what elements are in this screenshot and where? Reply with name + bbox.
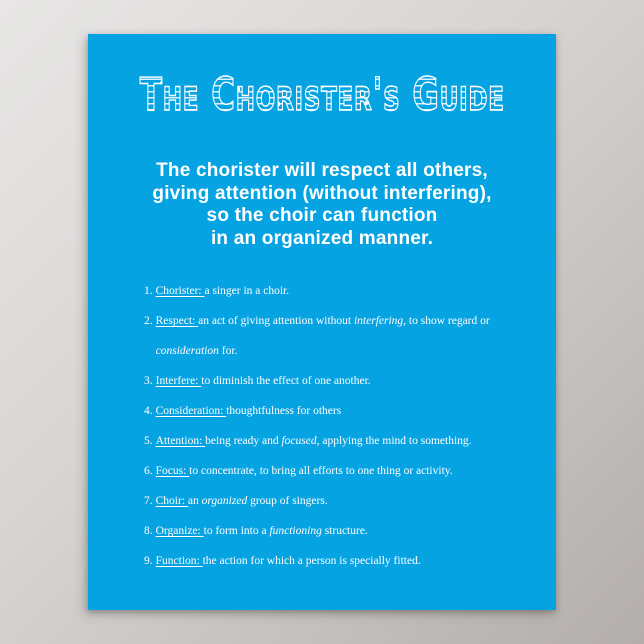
definition-body (156, 396, 342, 426)
definition-number: 8. (144, 525, 153, 537)
definition-term: Function: (155, 555, 200, 567)
definitions-list (144, 276, 548, 576)
definition-term: Attention: (155, 435, 203, 447)
intro-line: The chorister will respect all others, (156, 160, 488, 181)
intro-line: giving attention (without interfering), (152, 182, 492, 204)
definition-term: Chorister: (155, 285, 202, 297)
definition-item (144, 516, 548, 546)
definition-text: structure. (321, 525, 368, 537)
definition-term: Respect: (155, 315, 196, 327)
definition-text: thoughtfulness for others (226, 405, 342, 417)
definition-term: Interfere: (155, 375, 199, 387)
definition-term: Focus: (155, 465, 187, 477)
intro-line: in an organized manner. (210, 227, 434, 249)
definition-text: being ready and (205, 435, 282, 447)
definition-item (144, 396, 548, 426)
definition-italic-word: interfering (353, 315, 404, 327)
definition-italic-word: organized (201, 495, 248, 507)
definition-italic-word: consideration (155, 345, 219, 357)
definition-number: 5. (144, 435, 153, 447)
definition-text: an act of giving attention without (198, 315, 354, 327)
poster-title-music-staff-text: The Chorister's Guide (139, 67, 505, 121)
definition-text: for. (218, 345, 238, 357)
definition-text: , to show regard or (403, 315, 490, 327)
definition-body (156, 366, 371, 396)
definition-term: Organize: (155, 525, 201, 537)
definition-body (156, 456, 453, 486)
definition-term: Choir: (155, 495, 186, 507)
definition-text: a singer in a choir. (204, 285, 290, 297)
definition-body (156, 486, 328, 516)
definition-text: group of singers. (247, 495, 328, 507)
definition-body (156, 426, 472, 456)
definition-item (144, 306, 548, 366)
definition-text: , applying the mind to something. (316, 435, 472, 447)
definition-body (156, 276, 290, 306)
definition-number: 6. (144, 465, 153, 477)
definition-italic-word: functioning (269, 525, 322, 537)
definition-italic-word: focused (281, 435, 317, 447)
definition-number: 2. (144, 315, 153, 327)
definition-number: 3. (144, 375, 153, 387)
definition-number: 4. (144, 405, 153, 417)
definition-number: 7. (144, 495, 153, 507)
definition-body (156, 546, 421, 576)
poster-title-area (88, 58, 556, 130)
chorister-guide-poster (88, 34, 556, 610)
definition-text: to diminish the effect of one another. (201, 375, 371, 387)
definition-text: an (187, 495, 202, 507)
definition-item (144, 426, 548, 456)
definition-item (144, 276, 548, 306)
definition-body (156, 516, 368, 546)
definition-number: 9. (144, 555, 153, 567)
intro-line: so the choir can function (206, 205, 438, 226)
intro-paragraph (88, 160, 556, 250)
definition-text: the action for which a person is specially fitted. (202, 555, 421, 567)
definition-item (144, 366, 548, 396)
definition-item (144, 456, 548, 486)
definition-number: 1. (144, 285, 153, 297)
definition-text: to concentrate, to bring all efforts to one thing or activity. (189, 465, 453, 477)
definition-term: Consideration: (155, 405, 224, 417)
definition-text: to form into a (203, 525, 270, 537)
definition-item (144, 546, 548, 576)
definition-item (144, 486, 548, 516)
definition-body (156, 306, 490, 366)
